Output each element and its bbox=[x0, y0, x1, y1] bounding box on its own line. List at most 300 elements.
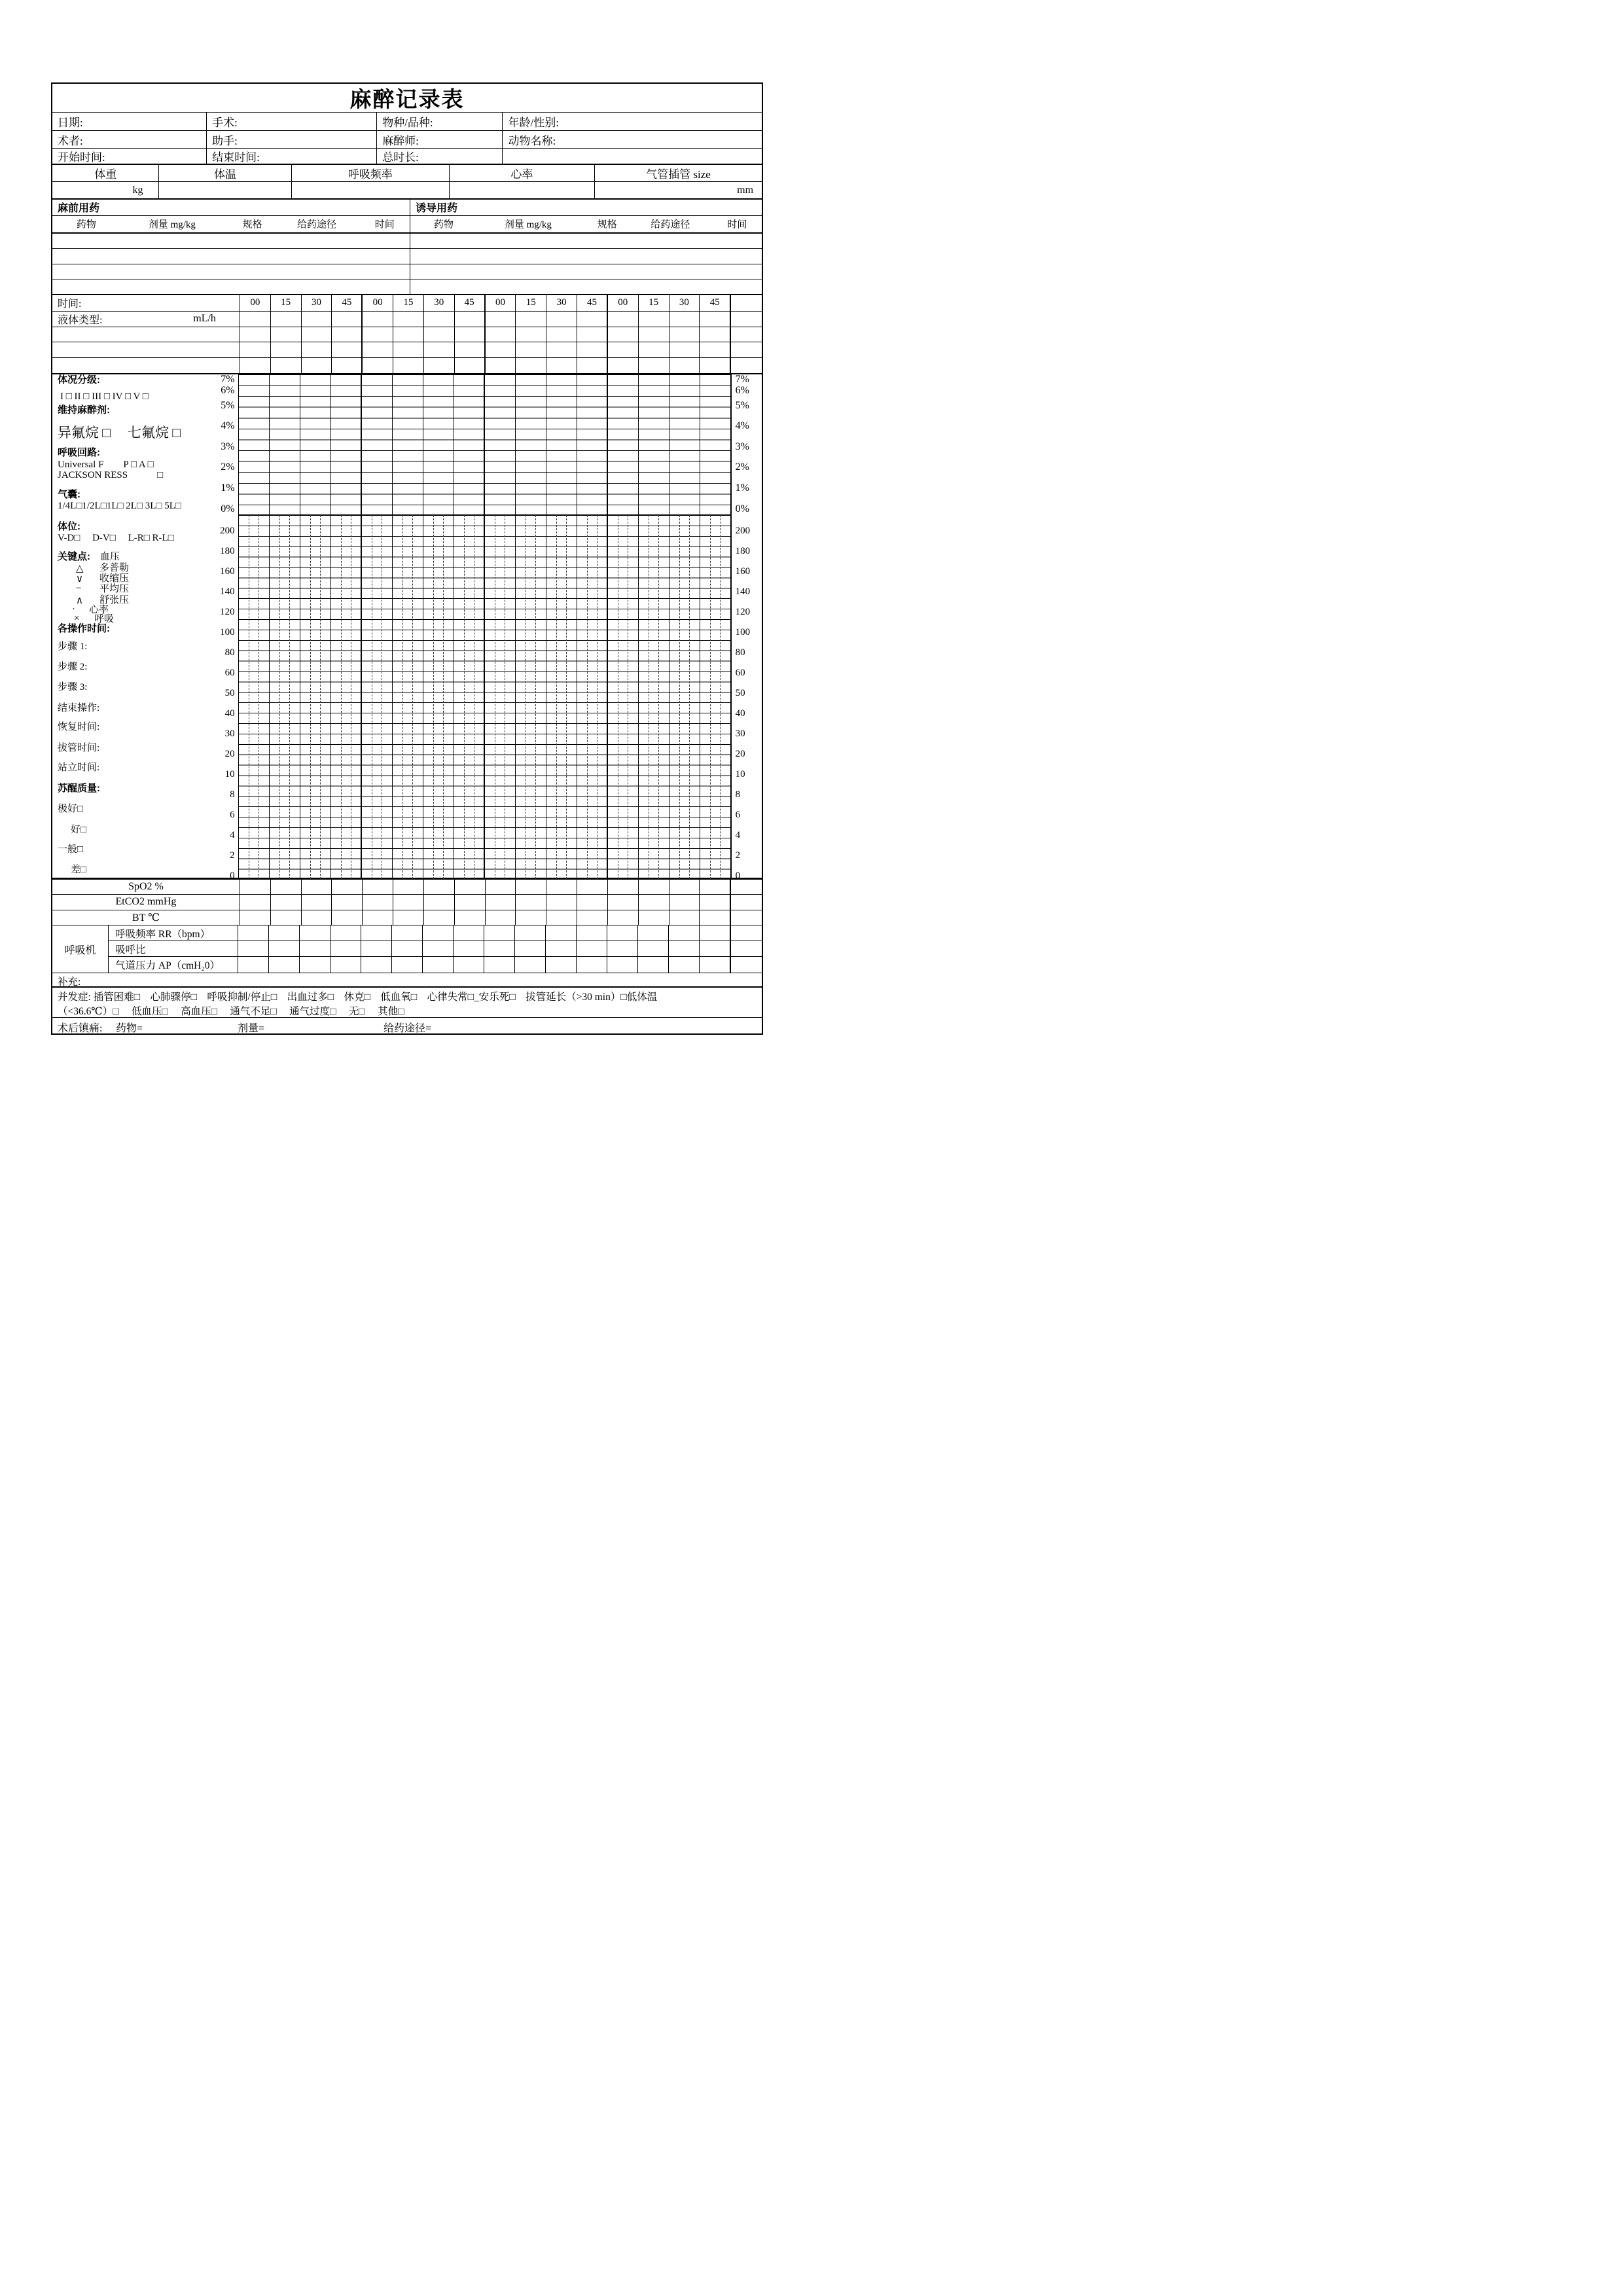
grid-cell bbox=[302, 342, 332, 357]
fluid-type-label: 液体类型: bbox=[58, 314, 103, 326]
info-section bbox=[52, 113, 762, 165]
vitals-header: 心率 bbox=[450, 165, 595, 182]
monitor-cell bbox=[486, 910, 516, 925]
sidebar-line: 各操作时间: bbox=[58, 622, 110, 634]
monitor-cell bbox=[271, 880, 302, 894]
grid-cell bbox=[455, 342, 486, 357]
vitals-value-cell bbox=[159, 182, 291, 198]
monitor-cell bbox=[639, 895, 669, 910]
analgesia-field-label: 药物= bbox=[116, 1022, 143, 1034]
fluid-blank-row bbox=[52, 327, 762, 342]
grid-cell bbox=[332, 312, 363, 327]
vitals-scale-label: 50 bbox=[735, 687, 745, 698]
ventilator-cell bbox=[330, 925, 361, 941]
percent-grid-column bbox=[700, 374, 731, 515]
vitals-scale-label: 160 bbox=[735, 565, 751, 577]
percent-scale-label: 0% bbox=[221, 503, 235, 514]
sidebar-line: 维持麻醉剂: bbox=[58, 404, 110, 416]
time-grid-section bbox=[52, 295, 762, 374]
grid-cell bbox=[546, 312, 577, 327]
sidebar-line: 好□ bbox=[71, 824, 87, 835]
ventilator-cell bbox=[638, 925, 669, 941]
vitals-scale-label: 80 bbox=[224, 647, 235, 658]
med-blank-half bbox=[410, 249, 762, 264]
ventilator-cell bbox=[330, 941, 361, 956]
five-min-dashed-line bbox=[443, 515, 444, 879]
five-min-dashed-line bbox=[402, 515, 403, 879]
vitals-scale-label: 2 bbox=[735, 850, 741, 861]
grid-cell: 45 bbox=[332, 295, 363, 311]
ventilator-cell bbox=[484, 957, 515, 973]
vitals-scale-label: 10 bbox=[735, 768, 745, 780]
five-min-dashed-line bbox=[289, 515, 290, 879]
vitals-header: 呼吸频率 bbox=[292, 165, 450, 182]
ventilator-cell bbox=[669, 957, 700, 973]
ventilator-cell bbox=[238, 957, 269, 973]
monitor-cell bbox=[516, 895, 546, 910]
monitor-cell bbox=[302, 895, 332, 910]
med-column-header: 药物 bbox=[433, 219, 454, 230]
grid-cell: 15 bbox=[271, 295, 302, 311]
ventilator-cell bbox=[300, 925, 330, 941]
monitor-cell bbox=[332, 910, 363, 925]
percent-grid-column bbox=[639, 374, 669, 515]
grid-right-cell bbox=[730, 342, 762, 357]
grid-cell bbox=[363, 342, 393, 357]
sidebar-line: JACKSON RESS □ bbox=[58, 469, 164, 480]
monitor-cell bbox=[424, 880, 455, 894]
vitals-scale-label: 100 bbox=[220, 626, 235, 637]
monitor-cell bbox=[700, 895, 730, 910]
percent-scale-label: 6% bbox=[735, 384, 749, 396]
grid-cell bbox=[363, 358, 393, 373]
grid-cell: 00 bbox=[363, 295, 393, 311]
med-column-header: 剂量 mg/kg bbox=[504, 219, 552, 230]
grid-cell bbox=[516, 312, 546, 327]
legend-symbol: ∨ bbox=[76, 573, 83, 584]
sidebar-line: 差□ bbox=[71, 864, 87, 875]
ventilator-right-cell bbox=[730, 957, 762, 973]
monitor-cell bbox=[271, 910, 302, 925]
ventilator-cell bbox=[607, 925, 638, 941]
vitals-grid-column bbox=[577, 515, 608, 879]
ventilator-cell bbox=[361, 941, 392, 956]
percent-scale-label: 7% bbox=[221, 374, 235, 385]
med-blank-row bbox=[52, 279, 762, 295]
ventilator-cell bbox=[300, 941, 330, 956]
five-min-dashed-line bbox=[689, 515, 690, 879]
sidebar-line: 1/4L□1/2L□1L□ 2L□ 3L□ 5L□ bbox=[58, 500, 181, 511]
grid-cell bbox=[393, 327, 424, 342]
grid-cell bbox=[393, 312, 424, 327]
vitals-grid-column bbox=[639, 515, 669, 879]
percent-grid-column bbox=[454, 374, 485, 515]
fluid-blank-row-label bbox=[52, 358, 240, 373]
analgesia-label: 术后镇痛: bbox=[58, 1022, 103, 1034]
vitals-scale-label: 6 bbox=[735, 809, 741, 820]
medication-section bbox=[52, 200, 762, 295]
grid-cell bbox=[577, 342, 608, 357]
grid-cell bbox=[700, 327, 730, 342]
analgesia-field-label: 剂量= bbox=[238, 1022, 265, 1034]
ventilator-cell bbox=[577, 925, 607, 941]
legend-symbol: − bbox=[76, 583, 82, 594]
grid-cell bbox=[271, 358, 302, 373]
grid-cell bbox=[332, 358, 363, 373]
grid-cell bbox=[332, 342, 363, 357]
sidebar-line: 恢复时间: bbox=[58, 721, 100, 732]
med-title-row bbox=[52, 200, 762, 216]
legend-symbol: × bbox=[74, 613, 80, 624]
sidebar-line: 体况分级: bbox=[58, 374, 100, 386]
vitals-grid-column bbox=[546, 515, 577, 879]
grid-cell bbox=[363, 312, 393, 327]
monitor-label: EtCO2 mmHg bbox=[52, 895, 240, 910]
med-blank-half bbox=[52, 279, 410, 294]
monitor-label: BT ℃ bbox=[52, 910, 240, 925]
ventilator-cell bbox=[361, 957, 392, 973]
premed-title: 麻前用药 bbox=[52, 200, 410, 215]
vitals-scale-label: 0 bbox=[230, 870, 235, 881]
vitals-scale-label: 40 bbox=[735, 708, 745, 719]
med-blank-row bbox=[52, 234, 762, 249]
vitals-scale-label: 80 bbox=[735, 647, 745, 658]
med-column-header: 给药途径 bbox=[651, 219, 690, 230]
vitals-grid bbox=[239, 515, 731, 879]
ventilator-cell bbox=[269, 925, 300, 941]
grid-cell bbox=[240, 312, 271, 327]
ventilator-cell bbox=[638, 941, 669, 956]
grid-cell: 00 bbox=[608, 295, 639, 311]
fluid-blank-row-label bbox=[52, 327, 240, 342]
vitals-grid-column bbox=[270, 515, 300, 879]
info-field: 麻醉师: bbox=[377, 131, 503, 148]
form-title-row bbox=[52, 84, 762, 113]
med-blank-row bbox=[52, 249, 762, 264]
ventilator-row bbox=[109, 941, 762, 957]
percent-scale-label: 6% bbox=[221, 384, 235, 396]
legend-label: 收缩压 bbox=[99, 573, 130, 584]
percent-grid-column bbox=[485, 374, 516, 515]
info-field: 助手: bbox=[207, 131, 377, 148]
grid-cell bbox=[486, 327, 516, 342]
sidebar-line: 结束操作: bbox=[58, 702, 100, 713]
complications-row bbox=[52, 988, 762, 1018]
sidebar-line: 苏醒质量: bbox=[58, 782, 100, 794]
sidebar-line: 体位: bbox=[58, 520, 80, 532]
grid-cell bbox=[577, 358, 608, 373]
vitals-scale-label: 140 bbox=[220, 586, 235, 597]
five-min-dashed-line bbox=[464, 515, 465, 879]
ventilator-cell bbox=[515, 941, 546, 956]
vitals-grid-column bbox=[331, 515, 362, 879]
grid-cell: 45 bbox=[455, 295, 486, 311]
sidebar-sublabel: 血压 bbox=[90, 551, 120, 562]
monitor-cell bbox=[486, 895, 516, 910]
grid-cell: 00 bbox=[486, 295, 516, 311]
sidebar-line: 呼吸回路: bbox=[58, 446, 100, 458]
complications-line: （<36.6℃）□ 低血压□ 高血压□ 通气不足□ 通气过度□ 无□ 其他□ bbox=[58, 1005, 404, 1017]
vitals-grid-column bbox=[485, 515, 516, 879]
monitor-cell bbox=[332, 880, 363, 894]
ventilator-cell bbox=[484, 925, 515, 941]
monitor-cell bbox=[639, 910, 669, 925]
grid-cell bbox=[393, 358, 424, 373]
info-field: 动物名称: bbox=[508, 134, 556, 147]
grid-cell bbox=[486, 342, 516, 357]
vitals-scale-label: 8 bbox=[735, 789, 741, 800]
med-blank-half bbox=[410, 234, 762, 249]
sidebar-line: 步骤 2: bbox=[58, 661, 88, 672]
percent-scale-label: 1% bbox=[735, 482, 749, 493]
med-columns-row bbox=[52, 216, 762, 234]
monitor-cell bbox=[546, 895, 577, 910]
monitor-cell bbox=[393, 880, 424, 894]
info-field: 总时长: bbox=[377, 149, 503, 164]
vitals-grid-column bbox=[393, 515, 423, 879]
percent-grid-column bbox=[362, 374, 393, 515]
monitor-cell bbox=[546, 910, 577, 925]
monitor-cell bbox=[455, 895, 486, 910]
five-min-dashed-line bbox=[720, 515, 721, 879]
ventilator-row bbox=[109, 957, 762, 973]
ventilator-cell bbox=[269, 957, 300, 973]
percent-grid bbox=[239, 374, 731, 516]
percent-grid-column bbox=[331, 374, 362, 515]
monitor-cell bbox=[393, 895, 424, 910]
grid-cell bbox=[608, 358, 639, 373]
five-min-dashed-line bbox=[535, 515, 536, 879]
info-field: 手术: bbox=[207, 113, 377, 130]
legend-label: 心率 bbox=[89, 604, 109, 615]
vitals-scale-label: 4 bbox=[735, 829, 741, 840]
vitals-grid-column bbox=[362, 515, 393, 879]
five-min-dashed-line bbox=[310, 515, 311, 879]
grid-cell bbox=[455, 327, 486, 342]
anesthesia-form bbox=[51, 82, 763, 1035]
ventilator-cell bbox=[700, 941, 730, 956]
time-row bbox=[52, 295, 762, 312]
fluid-row-label bbox=[52, 312, 240, 327]
vitals-scale-label: 8 bbox=[230, 789, 235, 800]
chart-right-label-column bbox=[731, 374, 762, 881]
monitor-cell bbox=[669, 895, 700, 910]
five-min-dashed-line bbox=[320, 515, 321, 879]
vitals-scale-label: 40 bbox=[224, 708, 235, 719]
vitals-section bbox=[52, 165, 762, 200]
monitor-right-cell bbox=[730, 880, 762, 894]
grid-cell bbox=[577, 312, 608, 327]
complications-line: 并发症: 插管困难□ 心肺骤停□ 呼吸抑制/停止□ 出血过多□ 休克□ 低血氧□ 心律失常□_安乐死□ 拔管延长（>30 min）□低体温 bbox=[58, 991, 658, 1003]
grid-cell bbox=[486, 312, 516, 327]
monitor-cell bbox=[669, 910, 700, 925]
percent-scale-label: 5% bbox=[221, 400, 235, 411]
monitor-cell bbox=[363, 910, 393, 925]
fluid-blank-row-label bbox=[52, 342, 240, 357]
ventilator-cell bbox=[577, 941, 607, 956]
monitor-cell bbox=[240, 910, 271, 925]
percent-grid-column bbox=[300, 374, 331, 515]
ventilator-right-cell bbox=[730, 941, 762, 956]
percent-grid-column bbox=[577, 374, 608, 515]
ventilator-cell bbox=[454, 925, 484, 941]
grid-cell bbox=[669, 342, 700, 357]
legend-label: 平均压 bbox=[99, 583, 130, 594]
five-min-dashed-line bbox=[658, 515, 659, 879]
grid-cell bbox=[516, 358, 546, 373]
med-blank-row bbox=[52, 264, 762, 280]
grid-cell: 30 bbox=[546, 295, 577, 311]
supplement-label: 补充: bbox=[58, 977, 81, 988]
grid-cell bbox=[516, 327, 546, 342]
ventilator-right-cell bbox=[730, 925, 762, 941]
monitor-cell bbox=[486, 880, 516, 894]
ventilator-cell bbox=[546, 957, 577, 973]
vitals-scale-label: 20 bbox=[224, 748, 235, 759]
vitals-scale-label: 120 bbox=[735, 606, 751, 617]
grid-cell bbox=[486, 358, 516, 373]
grid-cell bbox=[639, 358, 669, 373]
sidebar-line: 关键点: 血压 bbox=[58, 550, 120, 562]
vitals-value-cell: kg bbox=[52, 182, 159, 198]
vitals-scale-label: 0 bbox=[735, 870, 741, 881]
vitals-scale-label: 180 bbox=[220, 545, 235, 556]
percent-grid-column bbox=[423, 374, 454, 515]
grid-cell bbox=[271, 312, 302, 327]
percent-scale-label: 5% bbox=[735, 400, 749, 411]
grid-cell: 45 bbox=[700, 295, 730, 311]
legend-label: 呼吸 bbox=[94, 613, 115, 624]
monitor-cell bbox=[577, 880, 608, 894]
ventilator-cell bbox=[669, 941, 700, 956]
ventilator-cell bbox=[454, 941, 484, 956]
grid-right-cell bbox=[730, 327, 762, 342]
sidebar-line: V-D□ D-V□ L-R□ R-L□ bbox=[58, 532, 174, 543]
med-blank-half bbox=[410, 279, 762, 294]
grid-cell bbox=[669, 358, 700, 373]
monitor-cell bbox=[455, 880, 486, 894]
grid-cell bbox=[608, 312, 639, 327]
grid-right-cell bbox=[730, 312, 762, 327]
vitals-scale-label: 140 bbox=[735, 586, 751, 597]
percent-grid-column bbox=[546, 374, 577, 515]
percent-scale-label: 4% bbox=[221, 420, 235, 431]
vitals-scale-label: 30 bbox=[735, 728, 745, 739]
vitals-grid-column bbox=[700, 515, 731, 879]
grid-cell bbox=[516, 342, 546, 357]
ventilator-cell bbox=[269, 941, 300, 956]
percent-grid-column bbox=[270, 374, 300, 515]
ventilator-sublabel: 呼吸频率 RR（bpm） bbox=[109, 925, 238, 941]
sidebar-line: 站立时间: bbox=[58, 762, 100, 773]
vitals-grid-column bbox=[239, 515, 270, 879]
vitals-scale-label: 200 bbox=[735, 525, 751, 536]
percent-grid-column bbox=[239, 374, 270, 515]
fluid-unit-label: mL/h bbox=[193, 313, 216, 324]
fluid-row bbox=[52, 312, 762, 327]
vitals-scale-label: 6 bbox=[230, 809, 235, 820]
monitor-cell bbox=[577, 895, 608, 910]
ventilator-cell bbox=[577, 957, 607, 973]
monitor-cell bbox=[516, 910, 546, 925]
five-min-dashed-line bbox=[279, 515, 280, 879]
ventilator-cell bbox=[546, 941, 577, 956]
monitor-row bbox=[52, 910, 762, 926]
grid-cell: 15 bbox=[393, 295, 424, 311]
monitor-cell bbox=[608, 910, 639, 925]
vitals-header-row bbox=[52, 165, 762, 183]
fluid-blank-row bbox=[52, 342, 762, 358]
induction-title: 诱导用药 bbox=[415, 203, 457, 215]
sidebar-line: Universal F P □ A □ bbox=[58, 459, 154, 470]
ventilator-cell bbox=[700, 957, 730, 973]
med-column-header: 时间 bbox=[727, 219, 747, 230]
monitor-row bbox=[52, 895, 762, 910]
sidebar-line: 步骤 1: bbox=[58, 641, 88, 652]
monitor-cell bbox=[455, 910, 486, 925]
info-field: 开始时间: bbox=[52, 149, 207, 164]
ventilator-cell bbox=[638, 957, 669, 973]
grid-cell bbox=[700, 342, 730, 357]
grid-cell: 30 bbox=[302, 295, 332, 311]
percent-scale-label: 3% bbox=[735, 440, 749, 452]
grid-right-cell bbox=[730, 295, 762, 311]
five-min-dashed-line bbox=[566, 515, 567, 879]
sidebar-line: 异氟烷 □ 七氟烷 □ bbox=[58, 424, 181, 440]
analgesia-field-label: 给药途径= bbox=[383, 1022, 432, 1034]
analgesia-row bbox=[52, 1018, 762, 1033]
ventilator-cell bbox=[300, 957, 330, 973]
grid-cell bbox=[608, 327, 639, 342]
vitals-value-row bbox=[52, 182, 762, 200]
monitor-cell bbox=[669, 880, 700, 894]
grid-cell: 15 bbox=[516, 295, 546, 311]
info-field bbox=[503, 149, 762, 164]
vitals-scale-label: 2 bbox=[230, 850, 235, 861]
monitor-cell bbox=[700, 880, 730, 894]
med-column-header: 剂量 mg/kg bbox=[148, 219, 196, 230]
monitor-cell bbox=[577, 910, 608, 925]
percent-scale-label: 1% bbox=[221, 482, 235, 493]
percent-scale-label: 3% bbox=[221, 440, 235, 452]
monitor-cell bbox=[516, 880, 546, 894]
monitor-cell bbox=[302, 880, 332, 894]
vitals-scale-label: 120 bbox=[220, 606, 235, 617]
monitor-cell bbox=[546, 880, 577, 894]
vitals-value-cell: mm bbox=[737, 184, 754, 196]
sidebar-line: I □ II □ III □ IV □ V □ bbox=[60, 391, 149, 402]
grid-cell bbox=[455, 358, 486, 373]
vitals-scale-label: 4 bbox=[230, 829, 235, 840]
five-min-dashed-line bbox=[412, 515, 413, 879]
grid-cell bbox=[546, 327, 577, 342]
info-field: 物种/品种: bbox=[377, 113, 503, 130]
sidebar-line: 气囊: bbox=[58, 488, 80, 500]
grid-cell bbox=[546, 342, 577, 357]
vitals-grid-column bbox=[423, 515, 454, 879]
five-min-dashed-line bbox=[679, 515, 680, 879]
vitals-scale-label: 180 bbox=[735, 545, 751, 556]
vitals-scale-label: 160 bbox=[220, 565, 235, 577]
vitals-grid-column bbox=[608, 515, 639, 879]
supplement-row bbox=[52, 973, 762, 988]
vitals-scale-label: 60 bbox=[735, 667, 745, 678]
ventilator-cell bbox=[238, 941, 269, 956]
info-field: 结束时间: bbox=[207, 149, 377, 164]
grid-cell: 30 bbox=[669, 295, 700, 311]
monitor-cell bbox=[393, 910, 424, 925]
grid-cell bbox=[669, 312, 700, 327]
